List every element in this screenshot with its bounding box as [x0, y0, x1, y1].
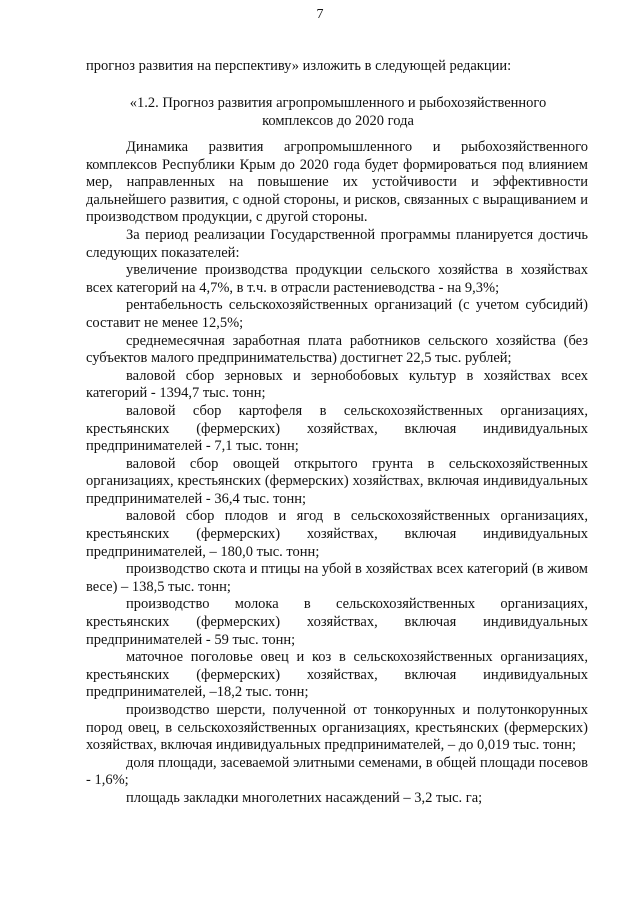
paragraph: Динамика развития агропромышленного и рыбохозяйственного комплексов Республики Крым до 2020 года будет формироваться под влиянием мер, направленных на повышение их устойчивости и эффективности дальнейшего развития, с одной стороны, и рисков, связанных с выращиванием и производством продукции, с другой стороны. — [86, 139, 588, 226]
paragraph: валовой сбор картофеля в сельскохозяйственных организациях, крестьянских (фермерских) хозяйствах, включая индивидуальных предпринимателей - 7,1 тыс. тонн; — [86, 402, 588, 455]
paragraph: рентабельность сельскохозяйственных организаций (с учетом субсидий) составит не менее 12,5%; — [86, 297, 588, 331]
paragraph: производство молока в сельскохозяйственных организациях, крестьянских (фермерских) хозяйствах, включая индивидуальных предпринимателей - 59 тыс. тонн; — [86, 596, 588, 648]
body-text — [86, 139, 588, 808]
intro-line: прогноз развития на перспективу» изложить в следующей редакции: — [86, 58, 512, 74]
paragraph: производство шерсти, полученной от тонкорунных и полутонкорунных пород овец, в сельскохозяйственных организациях, крестьянских (фермерских) хозяйствах, включая индивидуальных предпринимателей, – до 0,019 тыс. тонн; — [86, 702, 588, 754]
paragraph: производство скота и птицы на убой в хозяйствах всех категорий (в живом весе) – 138,5 тыс. тонн; — [86, 561, 588, 595]
paragraph: среднемесячная заработная плата работников сельского хозяйства (без субъектов малого предпринимательства) достигнет 22,5 тыс. рублей; — [86, 332, 588, 367]
paragraph: доля площади, засеваемой элитными семенами, в общей площади посевов - 1,6%; — [86, 754, 588, 789]
paragraph: валовой сбор овощей открытого грунта в сельскохозяйственных организациях, крестьянских (фермерских) хозяйствах, включая индивидуальных предпринимателей - 36,4 тыс. тонн; — [86, 455, 588, 507]
paragraph: валовой сбор зерновых и зернобобовых культур в хозяйствах всех категорий - 1394,7 тыс. тонн; — [86, 367, 588, 402]
section-heading — [108, 94, 568, 130]
paragraph: маточное поголовье овец и коз в сельскохозяйственных организациях, крестьянских (фермерских) хозяйствах, включая индивидуальных предпринимателей, –18,2 тыс. тонн; — [86, 649, 588, 701]
paragraph: увеличение производства продукции сельского хозяйства в хозяйствах всех категорий на 4,7%, в т.ч. в отрасли растениеводства - на 9,3%; — [86, 262, 588, 296]
paragraph: валовой сбор плодов и ягод в сельскохозяйственных организациях, крестьянских (фермерских) хозяйствах, включая индивидуальных предпринимателей, – 180,0 тыс. тонн; — [86, 508, 588, 560]
section-heading-line-1: «1.2. Прогноз развития агропромышленного и рыбохозяйственного — [129, 95, 547, 111]
section-heading-line-2: комплексов до 2020 года — [262, 113, 414, 129]
page-number: 7 — [316, 7, 324, 22]
paragraph: площадь закладки многолетних насаждений – 3,2 тыс. га; — [126, 789, 483, 806]
paragraph: За период реализации Государственной программы планируется достичь следующих показателей: — [86, 226, 588, 261]
